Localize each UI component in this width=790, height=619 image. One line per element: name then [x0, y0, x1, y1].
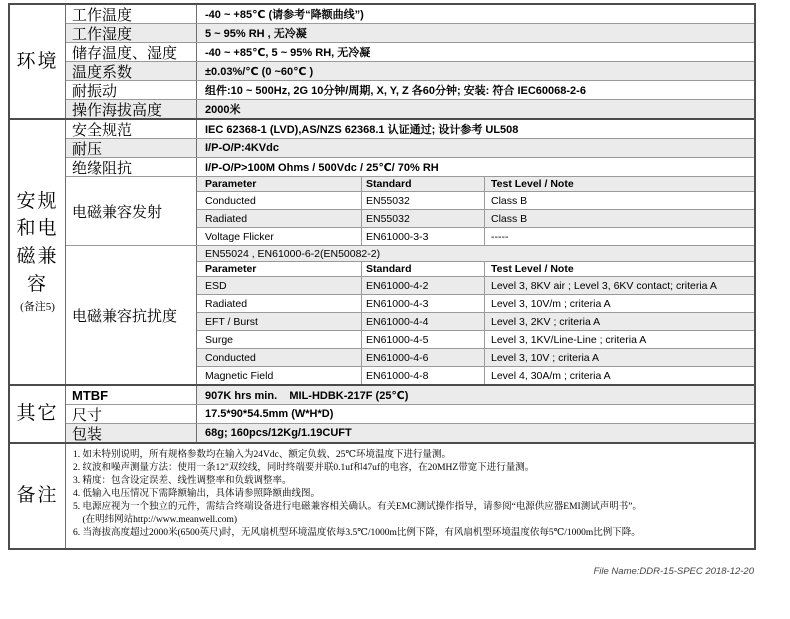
row-operating-altitude	[66, 99, 754, 118]
note-line-3: 3. 精度：包含设定误差、线性调整率和负载调整率。	[73, 476, 292, 486]
cell-parameter: Conducted	[197, 349, 362, 366]
emc-row-radiated-immunity	[197, 294, 754, 312]
spec-table	[8, 3, 756, 550]
row-label: 储存温度、湿度	[66, 43, 197, 61]
cell-standards-list: EN55024 , EN61000-6-2(EN50082-2)	[205, 247, 381, 260]
block-emc-immunity	[66, 245, 754, 384]
emc-row-radiated	[197, 209, 754, 227]
row-operating-temperature	[66, 5, 754, 23]
note-line-5-continued: (在明纬网站http://www.meanwell.com)	[73, 515, 238, 525]
section-label-environment: 环境	[10, 5, 66, 118]
section-label-text: 安规和电磁兼容	[16, 190, 59, 295]
cell-standard: EN61000-4-6	[362, 349, 485, 366]
row-value: -40 ~ +85℃, 5 ~ 95% RH, 无冷凝	[205, 47, 371, 59]
section-label-others: 其它	[10, 386, 66, 442]
cell-standard: EN61000-4-8	[362, 367, 485, 384]
note-line-2: 2. 纹波和噪声测量方法：使用一条12"双绞线，同时终端要并联0.1uf和47uf的电容，在20MHZ带宽下进行量测。	[73, 463, 535, 473]
emc-row-eft-burst	[197, 312, 754, 330]
cell-standard: EN55032	[362, 210, 485, 227]
row-value: IEC 62368-1 (LVD),AS/NZS 62368.1 认证通过; 设计参考 UL508	[205, 124, 519, 136]
row-temp-coefficient	[66, 61, 754, 80]
file-name-footer: File Name:DDR-15-SPEC 2018-12-20	[593, 566, 754, 577]
row-label: 绝缘阻抗	[66, 158, 197, 176]
row-label: 工作温度	[66, 5, 197, 23]
notes-body	[66, 444, 754, 548]
row-safety-standards	[66, 120, 754, 138]
section-others	[10, 384, 754, 442]
cell-parameter: Conducted	[197, 192, 362, 209]
row-value: 2000米	[205, 104, 241, 116]
row-isolation-resistance	[66, 157, 754, 176]
row-packing	[66, 423, 754, 442]
row-label: MTBF	[66, 386, 197, 404]
section-label-notes: 备注	[10, 444, 66, 548]
row-label: 安全规范	[66, 120, 197, 138]
row-value: 17.5*90*54.5mm (W*H*D)	[205, 408, 334, 420]
emc-row-esd	[197, 276, 754, 294]
row-label: 工作湿度	[66, 24, 197, 42]
row-dimension	[66, 404, 754, 423]
header-standard: Standard	[362, 262, 485, 276]
cell-parameter: Radiated	[197, 295, 362, 312]
header-testlevel: Test Level / Note	[491, 178, 574, 190]
cell-testlevel: Level 3, 8KV air ; Level 3, 6KV contact; criteria A	[491, 279, 717, 292]
row-label: 耐振动	[66, 81, 197, 99]
cell-testlevel: Level 3, 1KV/Line-Line ; criteria A	[491, 333, 647, 346]
cell-parameter: Voltage Flicker	[197, 228, 362, 245]
emc-row-voltage-flicker	[197, 227, 754, 245]
cell-standard: EN61000-4-2	[362, 277, 485, 294]
cell-standard: EN61000-4-5	[362, 331, 485, 348]
emc-immunity-label: 电磁兼容抗扰度	[66, 246, 197, 384]
cell-testlevel: Class B	[491, 212, 528, 225]
emc-row-conducted-immunity	[197, 348, 754, 366]
cell-parameter: EFT / Burst	[197, 313, 362, 330]
block-emc-emission	[66, 176, 754, 245]
row-label: 温度系数	[66, 62, 197, 80]
row-working-humidity	[66, 23, 754, 42]
emc-emission-label: 电磁兼容发射	[66, 177, 197, 245]
cell-testlevel: Level 4, 30A/m ; criteria A	[491, 369, 611, 382]
cell-standard: EN61000-4-3	[362, 295, 485, 312]
row-vibration	[66, 80, 754, 99]
header-parameter: Parameter	[197, 177, 362, 191]
row-value: 5 ~ 95% RH , 无冷凝	[205, 28, 307, 40]
emc-immunity-header-row	[197, 261, 754, 276]
section-label-safety-emc	[10, 120, 66, 384]
cell-parameter: Surge	[197, 331, 362, 348]
row-withstand-voltage	[66, 138, 754, 157]
note-line-6: 6. 当海拔高度超过2000米(6500英尺)时，无风扇机型环境温度依每3.5℃/1000m比例下降，有风扇机型环境温度依每5℃/1000m比例下降。	[73, 528, 641, 538]
cell-testlevel: Class B	[491, 194, 528, 207]
cell-parameter: ESD	[197, 277, 362, 294]
row-mtbf	[66, 386, 754, 404]
emc-emission-header-row	[197, 177, 754, 191]
header-standard: Standard	[362, 177, 485, 191]
cell-testlevel: Level 3, 10V/m ; criteria A	[491, 297, 611, 310]
row-label: 尺寸	[66, 405, 197, 423]
emc-row-surge	[197, 330, 754, 348]
cell-parameter: Magnetic Field	[197, 367, 362, 384]
section-environment	[10, 5, 754, 118]
cell-testlevel: -----	[491, 230, 509, 243]
row-value: 68g; 160pcs/12Kg/1.19CUFT	[205, 427, 352, 439]
cell-standard: EN55032	[362, 192, 485, 209]
note-line-1: 1. 如未特别说明，所有规格参数均在输入为24Vdc、额定负载、25℃环境温度下进行量测。	[73, 450, 451, 460]
header-testlevel: Test Level / Note	[491, 263, 574, 275]
note-line-4: 4. 低输入电压情况下需降额输出，具体请参照降额曲线图。	[73, 489, 321, 499]
row-label: 包装	[66, 424, 197, 442]
note-line-5: 5. 电源应视为一个独立的元件，需结合终端设备进行电磁兼容相关确认。有关EMC测试操作指导，请参阅“电源供应器EMI测试声明书”。	[73, 502, 642, 512]
row-value: 907K hrs min. MIL-HDBK-217F (25℃)	[205, 389, 409, 402]
emc-row-magnetic-field	[197, 366, 754, 384]
emc-immunity-standards-row	[197, 246, 754, 261]
row-storage-temp-humidity	[66, 42, 754, 61]
cell-parameter: Radiated	[197, 210, 362, 227]
emc-row-conducted	[197, 191, 754, 209]
section-notes	[10, 442, 754, 548]
cell-standard: EN61000-4-4	[362, 313, 485, 330]
header-parameter: Parameter	[197, 262, 362, 276]
row-value: 组件:10 ~ 500Hz, 2G 10分钟/周期, X, Y, Z 各60分钟; 安装: 符合 IEC60068-2-6	[205, 85, 586, 97]
section-safety-emc	[10, 118, 754, 384]
section-label-note: (备注5)	[20, 301, 55, 314]
row-label: 耐压	[66, 139, 197, 157]
row-value: ±0.03%/℃ (0 ~60℃ )	[205, 65, 314, 78]
row-value: I/P-O/P:4KVdc	[205, 142, 279, 154]
row-label: 操作海拔高度	[66, 100, 197, 118]
cell-standard: EN61000-3-3	[362, 228, 485, 245]
cell-testlevel: Level 3, 2KV ; criteria A	[491, 315, 601, 328]
row-value: I/P-O/P>100M Ohms / 500Vdc / 25℃/ 70% RH	[205, 161, 439, 174]
cell-testlevel: Level 3, 10V ; criteria A	[491, 351, 599, 364]
row-value: -40 ~ +85℃ (请参考“降额曲线”)	[205, 9, 364, 21]
